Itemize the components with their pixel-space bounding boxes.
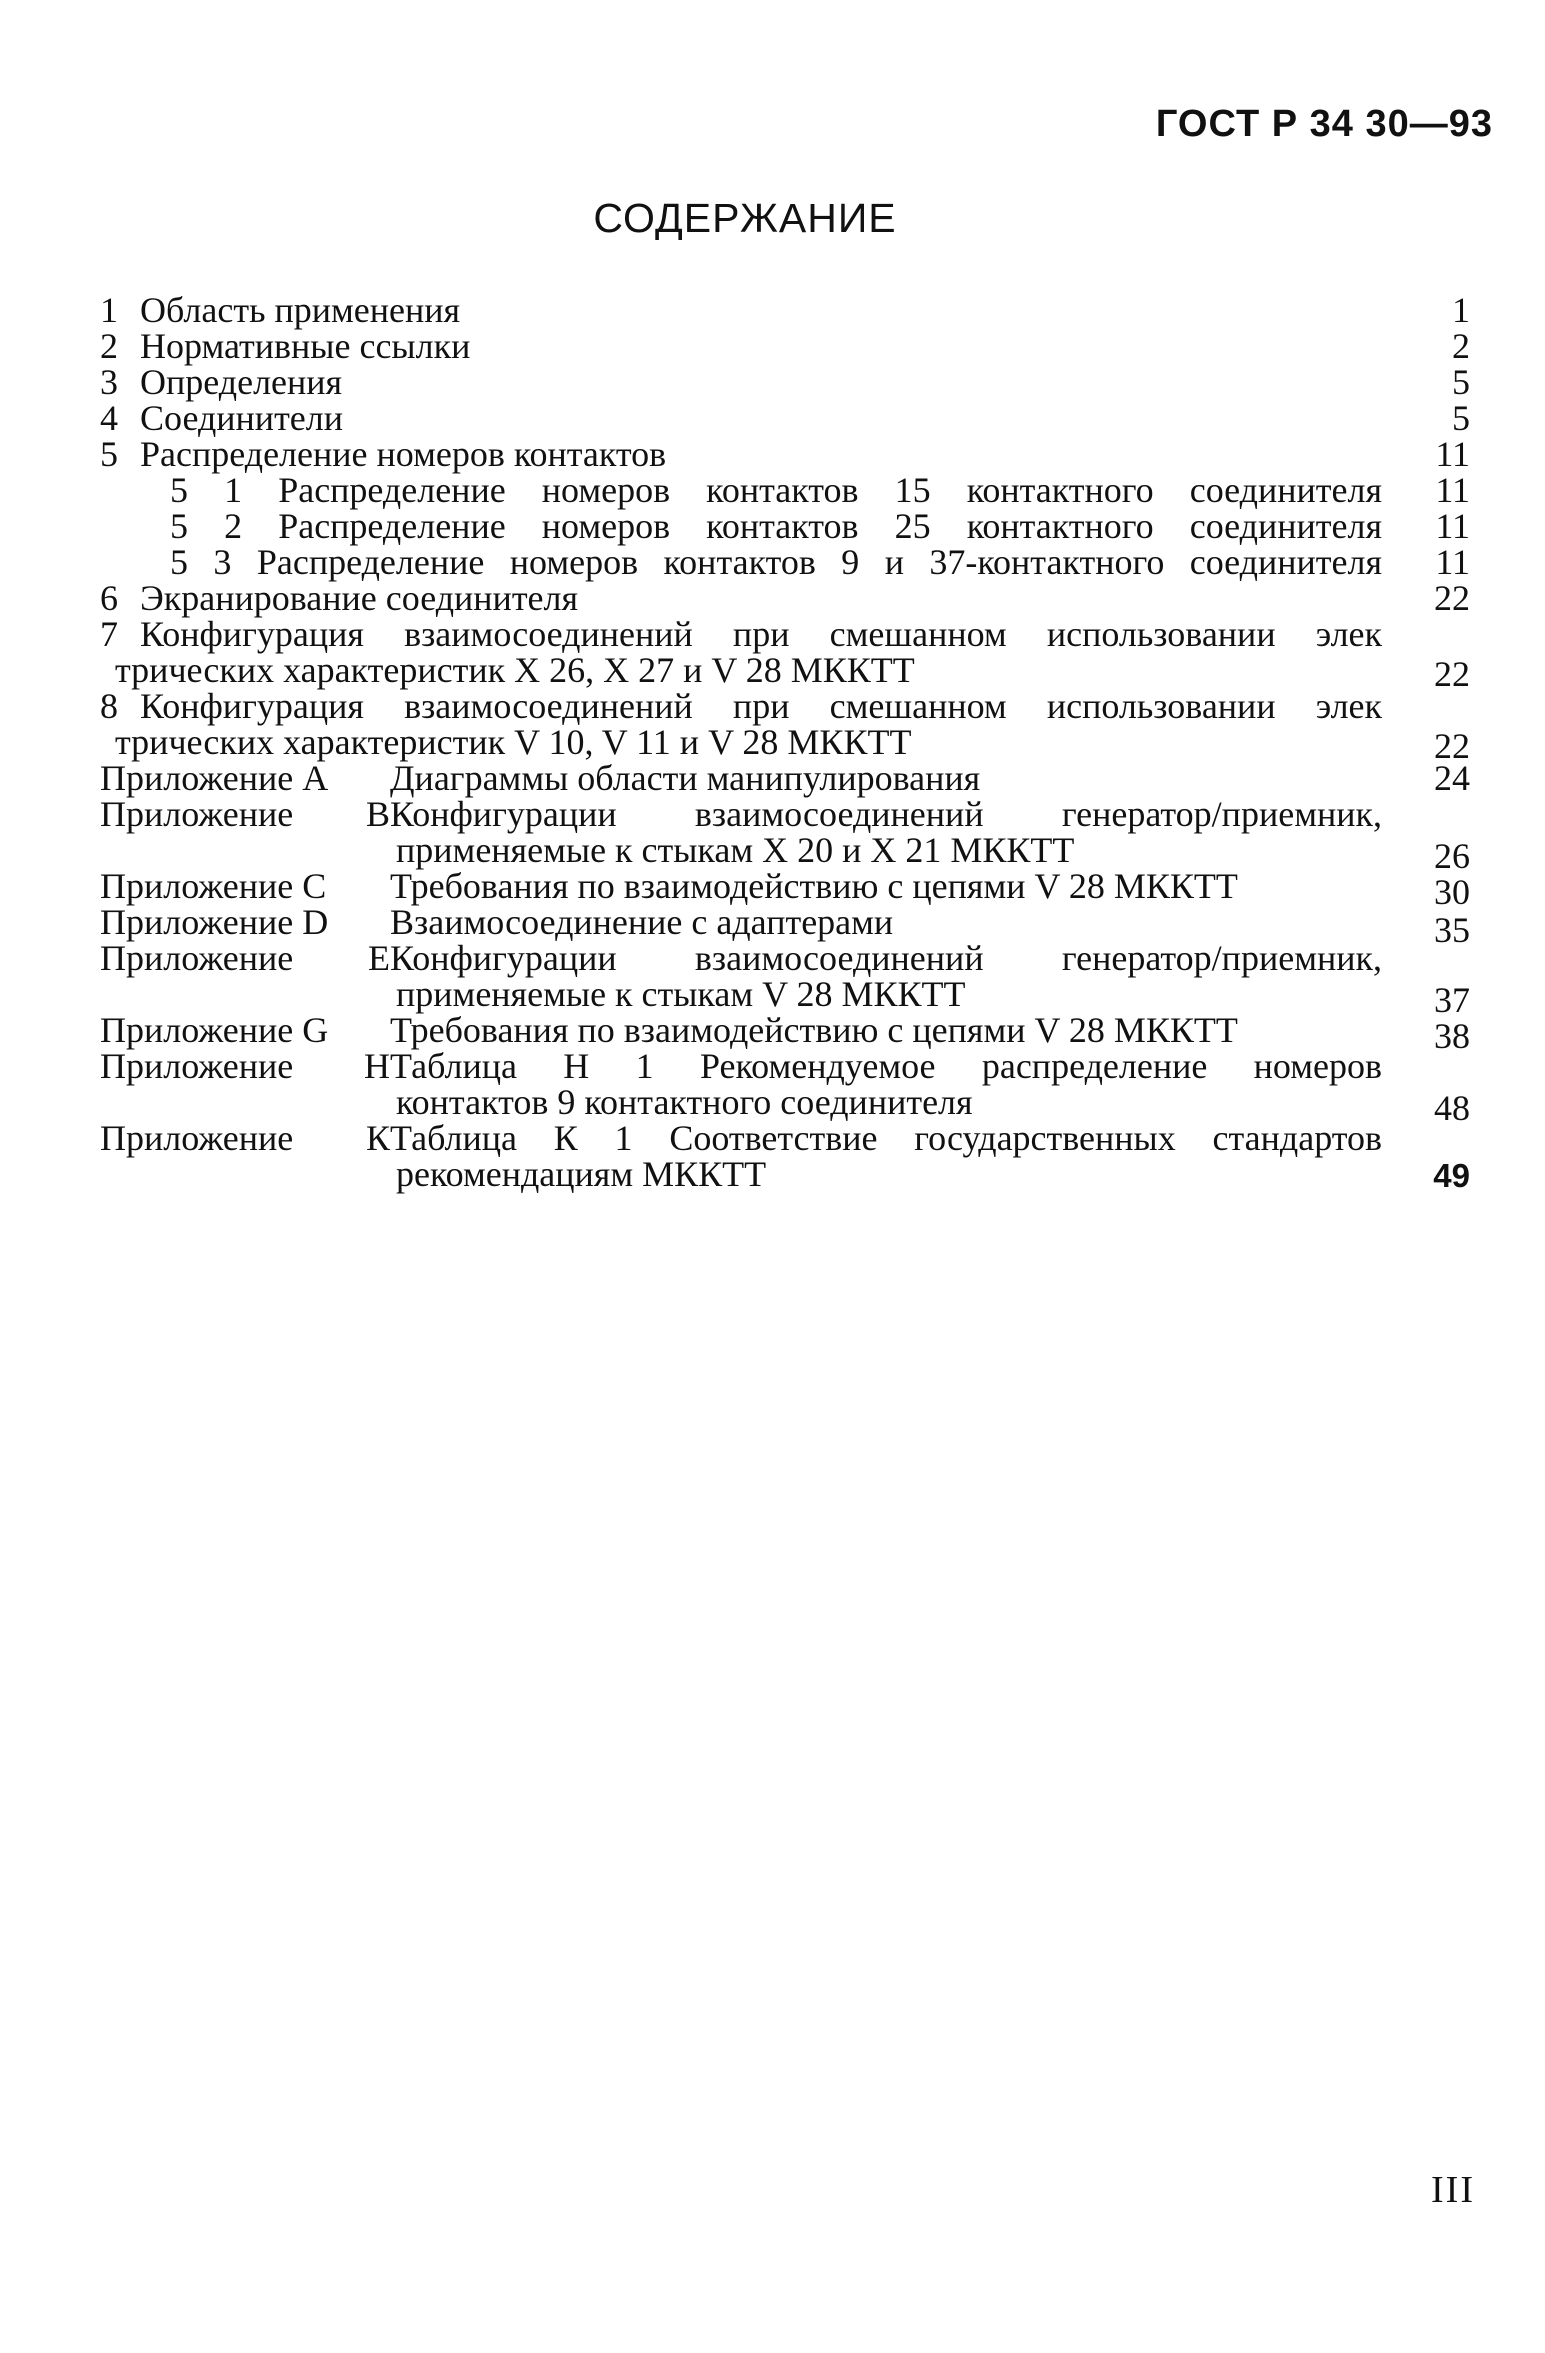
annex-label: Приложение Н xyxy=(100,1046,390,1086)
toc-entry-page: 37 xyxy=(1434,980,1470,1020)
toc-entry-title: Нормативные ссылки xyxy=(140,326,471,366)
toc-entry xyxy=(100,614,1470,694)
toc-entry-page: 48 xyxy=(1434,1088,1470,1128)
toc-entry-page: 11 xyxy=(1435,470,1470,510)
annex-label: Приложение С xyxy=(100,866,327,906)
toc-entry-title: Распределение номеров контактов 25 контактного соединителя xyxy=(278,506,1383,546)
toc-annex xyxy=(100,866,1470,912)
toc-subentry xyxy=(100,472,1470,508)
toc-entry-page: 30 xyxy=(1434,872,1470,912)
annex-title-line2: применяемые к стыкам V 28 МККТТ xyxy=(396,974,966,1014)
page-number: III xyxy=(1431,2169,1475,2211)
toc-entry-page: 22 xyxy=(1434,578,1470,618)
annex-title-line2: контактов 9 контактного соединителя xyxy=(396,1082,973,1122)
toc-entry xyxy=(100,292,1470,328)
standard-number: ГОСТ Р 34 30—93 xyxy=(1155,103,1493,145)
toc-entry-number: 4 xyxy=(100,398,118,438)
toc-entry-page: 26 xyxy=(1434,836,1470,876)
annex-title-line1: Таблица К 1 Соответствие государственных стандартов xyxy=(390,1118,1382,1158)
toc-entry-title: Определения xyxy=(140,362,343,402)
toc-entry xyxy=(100,580,1470,616)
annex-title: Диаграммы области манипулирования xyxy=(390,758,981,798)
toc-entry-page: 22 xyxy=(1434,726,1470,766)
toc-entry-title: Распределение номеров контактов 15 контактного соединителя xyxy=(278,470,1383,510)
toc-entry-page: 11 xyxy=(1435,434,1470,474)
annex-title-line2: применяемые к стыкам Х 20 и Х 21 МККТТ xyxy=(396,830,1075,870)
toc-entry-title: Распределение номеров контактов 9 и 37-контактного соединителя xyxy=(256,542,1383,582)
toc-subentry xyxy=(100,508,1470,544)
annex-title: Требования по взаимодействию с цепями V 28 МККТТ xyxy=(390,866,1238,906)
toc-entry xyxy=(100,436,1470,472)
table-of-contents xyxy=(100,292,1470,1192)
toc-entry-number: 6 xyxy=(100,578,118,618)
toc-entry xyxy=(100,328,1470,364)
toc-entry-number: 3 xyxy=(100,362,118,402)
toc-entry-page: 49 xyxy=(1433,1157,1470,1194)
toc-subentry xyxy=(100,544,1470,580)
toc-entry-page: 5 xyxy=(1452,362,1470,402)
annex-title: Требования по взаимодействию с цепями V 28 МККТТ xyxy=(390,1010,1238,1050)
toc-annex xyxy=(100,902,1470,950)
toc-entry xyxy=(100,364,1470,400)
toc-entry-title: Область применения xyxy=(140,290,461,330)
toc-entry-number: 5 1 xyxy=(170,470,243,510)
toc-entry-title-line1: Конфигурация взаимосоединений при смешанном использовании элек xyxy=(140,614,1382,654)
annex-title-line1: Конфигурации взаимосоединений генератор/приемник, xyxy=(390,938,1382,978)
toc-entry-page: 22 xyxy=(1434,654,1470,694)
toc-entry-number: 5 xyxy=(100,434,118,474)
toc-annex xyxy=(100,760,1470,796)
toc-entry-title: Экранирование соединителя xyxy=(140,578,579,618)
toc-annex xyxy=(100,1046,1470,1128)
toc-entry-title-line2: трических характеристик V 10, V 11 и V 28 МККТТ xyxy=(115,722,912,762)
toc-entry-page: 11 xyxy=(1435,542,1470,582)
toc-entry-title-line1: Конфигурация взаимосоединений при смешанном использовании элек xyxy=(140,686,1382,726)
toc-entry-number: 2 xyxy=(100,326,118,366)
toc-entry-page: 35 xyxy=(1434,910,1470,950)
annex-label: Приложение G xyxy=(100,1010,329,1050)
toc-annex xyxy=(100,1010,1470,1056)
toc-entry-title-line2: трических характеристик Х 26, Х 27 и V 28 МККТТ xyxy=(115,650,915,690)
annex-label: Приложение К xyxy=(100,1118,390,1158)
toc-entry-title: Соединители xyxy=(140,398,344,438)
toc-entry-page: 38 xyxy=(1434,1016,1470,1056)
toc-entry-number: 7 xyxy=(100,614,118,654)
annex-label: Приложение В xyxy=(100,794,390,834)
toc-annex xyxy=(100,938,1470,1020)
toc-entry-page: 11 xyxy=(1435,506,1470,546)
annex-label: Приложение А xyxy=(100,758,329,798)
toc-entry xyxy=(100,400,1470,436)
annex-label: Приложение D xyxy=(100,902,329,942)
annex-title-line1: Таблица Н 1 Рекомендуемое распределение номеров xyxy=(390,1046,1382,1086)
toc-entry-page: 1 xyxy=(1452,290,1470,330)
annex-title-line1: Конфигурации взаимосоединений генератор/приемник, xyxy=(390,794,1382,834)
toc-entry-page: 5 xyxy=(1452,398,1470,438)
toc-annex xyxy=(100,794,1470,876)
toc-entry-number: 5 2 xyxy=(170,506,243,546)
toc-entry-page: 24 xyxy=(1434,758,1470,798)
toc-entry-number: 1 xyxy=(100,290,118,330)
toc-entry-title: Распределение номеров контактов xyxy=(140,434,667,474)
toc-entry-number: 5 3 xyxy=(170,542,232,582)
annex-label: Приложение Е xyxy=(100,938,390,978)
toc-annex xyxy=(100,1120,1470,1192)
annex-title: Взаимосоединение с адаптерами xyxy=(390,902,894,942)
page-title: СОДЕРЖАНИЕ xyxy=(593,195,897,241)
annex-title-line2: рекомендациям МККТТ xyxy=(396,1154,767,1194)
toc-entry-number: 8 xyxy=(100,686,118,726)
toc-entry xyxy=(100,686,1470,766)
toc-entry-page: 2 xyxy=(1452,326,1470,366)
